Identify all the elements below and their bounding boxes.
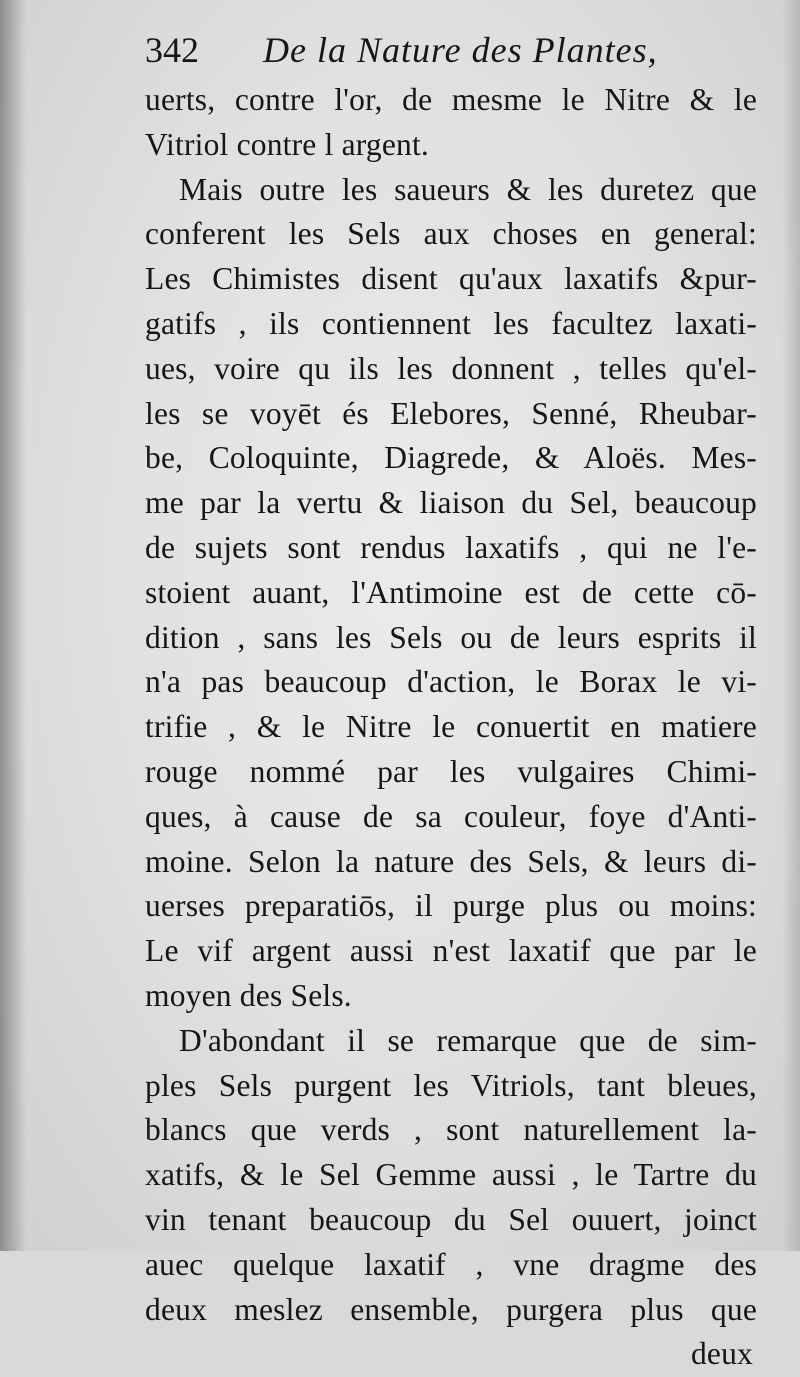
text-line: moine. Selon la nature des Sels, & leurs di-: [145, 843, 757, 879]
text-line: uerts, contre l'or, de mesme le Nitre & le: [145, 82, 757, 117]
text-line: Vitriol contre l argent.: [145, 126, 429, 162]
text-line: uerses preparatiōs, il purge plus ou moins:: [145, 888, 757, 924]
text-line: n'a pas beaucoup d'action, le Borax le vi-: [145, 664, 757, 700]
text-line: auec quelque laxatif , vne dragme des: [145, 1246, 757, 1282]
text-line: ples Sels purgent les Vitriols, tant bleues,: [145, 1067, 757, 1103]
text-line: moyen des Sels.: [145, 977, 352, 1013]
text-line: conferent les Sels aux choses en general:: [145, 216, 757, 252]
text-line: xatifs, & le Sel Gemme aussi , le Tartre du: [145, 1157, 757, 1193]
text-line: D'abondant il se remarque que de sim-: [179, 1022, 757, 1058]
text-line: dition , sans les Sels ou de leurs esprits il: [145, 619, 757, 655]
text-line: stoient auant, l'Antimoine est de cette cō-: [145, 574, 757, 610]
text-line: blancs que verds , sont naturellement la-: [145, 1112, 757, 1148]
text-line: de sujets sont rendus laxatifs , qui ne l'e-: [145, 529, 757, 565]
page-number: 342: [145, 30, 199, 70]
text-line: Les Chimistes disent qu'aux laxatifs &pur-: [145, 261, 757, 297]
catchword: deux: [690, 1336, 753, 1372]
page-header: [145, 22, 760, 78]
text-line: me par la vertu & liaison du Sel, beaucoup: [145, 485, 757, 521]
text-line: rouge nommé par les vulgaires Chimi-: [145, 753, 757, 789]
text-line: be, Coloquinte, Diagrede, & Aloës. Mes-: [145, 440, 757, 476]
text-line: Mais outre les saueurs & les duretez que: [179, 171, 757, 207]
text-line: vin tenant beaucoup du Sel ouuert, joinct: [145, 1201, 757, 1237]
text-line: Le vif argent aussi n'est laxatif que par le: [145, 933, 757, 969]
text-line: les se voyēt és Elebores, Senné, Rheubar-: [145, 395, 757, 431]
running-title: De la Nature des Plantes,: [263, 30, 658, 70]
text-line: gatifs , ils contiennent les facultez laxati-: [145, 305, 757, 341]
text-line: trifie , & le Nitre le conuertit en matiere: [145, 709, 757, 745]
text-line: deux meslez ensemble, purgera plus que: [145, 1291, 757, 1327]
text-line: ues, voire qu ils les donnent , telles qu'el-: [145, 350, 757, 386]
text-line: ques, à cause de sa couleur, foye d'Anti-: [145, 798, 757, 834]
body-text: [145, 78, 757, 1377]
